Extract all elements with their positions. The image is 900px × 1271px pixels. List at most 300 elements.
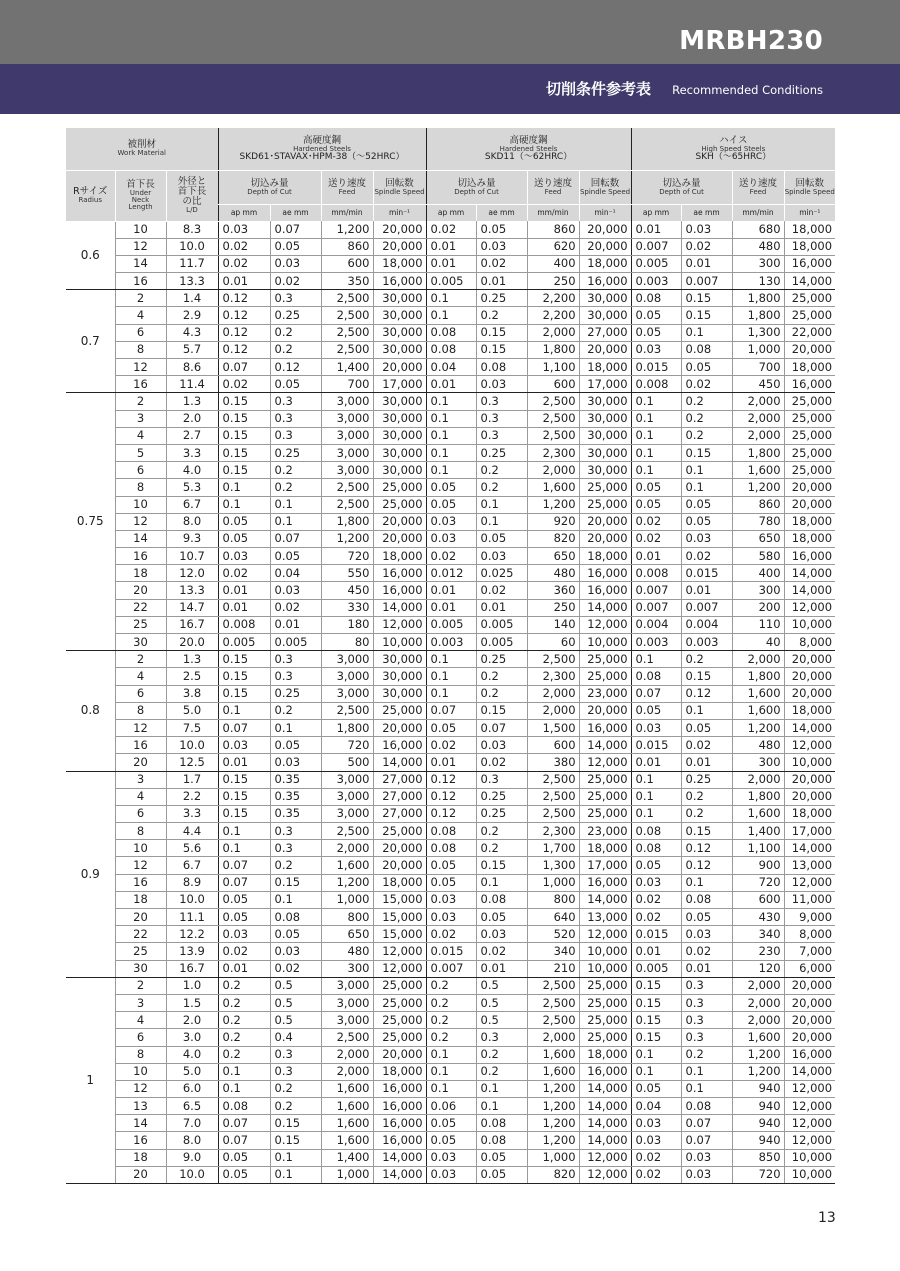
table-cell: 0.05 xyxy=(681,513,732,530)
table-cell: 30 xyxy=(115,960,166,977)
table-cell: 16,000 xyxy=(579,874,631,891)
table-cell: 17,000 xyxy=(579,376,631,393)
table-cell: 1,800 xyxy=(732,668,784,685)
table-cell: 700 xyxy=(321,376,373,393)
table-cell: 3,000 xyxy=(321,805,373,822)
table-cell: 2,500 xyxy=(321,341,373,358)
table-cell: 350 xyxy=(321,273,373,290)
table-cell: 2,000 xyxy=(321,840,373,857)
table-cell: 1,200 xyxy=(527,1098,579,1115)
table-cell: 0.005 xyxy=(270,634,321,651)
table-cell: 14,000 xyxy=(579,1115,631,1132)
table-cell: 480 xyxy=(321,943,373,960)
table-cell: 0.1 xyxy=(426,410,476,427)
table-cell: 0.1 xyxy=(270,513,321,530)
table-cell: 860 xyxy=(321,238,373,255)
table-cell: 16 xyxy=(115,1132,166,1149)
table-cell: 0.005 xyxy=(426,273,476,290)
table-cell: 22 xyxy=(115,926,166,943)
table-row xyxy=(66,359,835,376)
table-cell: 8 xyxy=(115,702,166,719)
table-cell: 0.01 xyxy=(218,754,270,771)
table-cell: 14,000 xyxy=(784,273,835,290)
table-cell: 800 xyxy=(321,909,373,926)
table-cell: 1,600 xyxy=(527,479,579,496)
table-cell: 0.25 xyxy=(476,805,527,822)
section-title-en: Recommended Conditions xyxy=(672,83,823,97)
table-cell: 2,500 xyxy=(527,994,579,1011)
table-cell: 1,200 xyxy=(321,221,373,238)
table-row xyxy=(66,805,835,822)
table-cell: 12 xyxy=(115,513,166,530)
table-cell: 12,000 xyxy=(373,960,426,977)
table-cell: 3.8 xyxy=(166,685,218,702)
table-cell: 0.1 xyxy=(476,1080,527,1097)
table-row xyxy=(66,1149,835,1166)
table-cell: 180 xyxy=(321,616,373,633)
table-row xyxy=(66,702,835,719)
table-cell: 400 xyxy=(732,565,784,582)
table-cell: 210 xyxy=(527,960,579,977)
table-cell: 30,000 xyxy=(579,427,631,444)
table-cell: 20,000 xyxy=(579,221,631,238)
table-cell: 0.005 xyxy=(631,255,681,272)
table-cell: 0.15 xyxy=(270,1115,321,1132)
table-cell: 0.03 xyxy=(426,530,476,547)
table-cell: 6 xyxy=(115,1029,166,1046)
radius-cell: 0.8 xyxy=(66,651,115,771)
table-cell: 0.08 xyxy=(476,1115,527,1132)
table-cell: 16,000 xyxy=(373,1098,426,1115)
table-cell: 0.015 xyxy=(681,565,732,582)
table-cell: 3,000 xyxy=(321,771,373,788)
table-cell: 0.05 xyxy=(426,719,476,736)
table-cell: 16,000 xyxy=(373,1132,426,1149)
table-row xyxy=(66,548,835,565)
table-cell: 30,000 xyxy=(373,651,426,668)
table-cell: 0.3 xyxy=(681,1029,732,1046)
table-cell: 300 xyxy=(732,754,784,771)
table-cell: 400 xyxy=(527,255,579,272)
table-cell: 30,000 xyxy=(579,290,631,307)
table-cell: 1,200 xyxy=(321,530,373,547)
table-cell: 130 xyxy=(732,273,784,290)
table-cell: 0.15 xyxy=(218,685,270,702)
table-cell: 600 xyxy=(732,891,784,908)
table-cell: 2 xyxy=(115,290,166,307)
table-cell: 4 xyxy=(115,427,166,444)
table-cell: 2.5 xyxy=(166,668,218,685)
table-cell: 2,000 xyxy=(527,462,579,479)
table-cell: 0.2 xyxy=(681,427,732,444)
table-cell: 25,000 xyxy=(579,651,631,668)
table-cell: 0.003 xyxy=(681,634,732,651)
table-cell: 0.1 xyxy=(426,651,476,668)
table-row xyxy=(66,307,835,324)
table-cell: 360 xyxy=(527,582,579,599)
unit-speed-2: min⁻¹ xyxy=(579,205,631,222)
table-cell: 0.05 xyxy=(218,1166,270,1183)
table-cell: 2,500 xyxy=(527,651,579,668)
table-cell: 13,000 xyxy=(579,909,631,926)
table-cell: 14,000 xyxy=(579,1132,631,1149)
table-cell: 620 xyxy=(527,238,579,255)
table-cell: 0.2 xyxy=(218,1012,270,1029)
table-cell: 0.03 xyxy=(426,1166,476,1183)
table-cell: 14,000 xyxy=(579,891,631,908)
table-cell: 2,000 xyxy=(527,685,579,702)
table-cell: 6 xyxy=(115,462,166,479)
table-cell: 12,000 xyxy=(373,943,426,960)
table-cell: 520 xyxy=(527,926,579,943)
table-cell: 140 xyxy=(527,616,579,633)
table-cell: 0.2 xyxy=(426,1029,476,1046)
table-cell: 18 xyxy=(115,1149,166,1166)
table-cell: 8 xyxy=(115,341,166,358)
table-cell: 0.05 xyxy=(426,1132,476,1149)
table-cell: 0.1 xyxy=(426,668,476,685)
table-cell: 0.3 xyxy=(270,290,321,307)
table-cell: 15,000 xyxy=(373,891,426,908)
table-cell: 0.02 xyxy=(631,1166,681,1183)
table-cell: 0.1 xyxy=(476,496,527,513)
table-cell: 0.05 xyxy=(631,496,681,513)
table-cell: 0.05 xyxy=(426,857,476,874)
radius-cell: 1 xyxy=(66,977,115,1183)
table-cell: 2 xyxy=(115,651,166,668)
table-cell: 0.015 xyxy=(631,359,681,376)
table-cell: 0.02 xyxy=(631,513,681,530)
table-cell: 16,000 xyxy=(579,582,631,599)
table-cell: 0.05 xyxy=(426,479,476,496)
table-cell: 14,000 xyxy=(784,1063,835,1080)
table-cell: 0.25 xyxy=(476,788,527,805)
table-row xyxy=(66,840,835,857)
table-cell: 0.02 xyxy=(426,221,476,238)
table-cell: 10.7 xyxy=(166,548,218,565)
radius-cell: 0.6 xyxy=(66,221,115,290)
table-cell: 720 xyxy=(321,548,373,565)
table-cell: 0.01 xyxy=(426,754,476,771)
table-cell: 0.1 xyxy=(681,702,732,719)
table-cell: 2.0 xyxy=(166,410,218,427)
table-cell: 2,000 xyxy=(732,393,784,410)
table-cell: 0.1 xyxy=(476,874,527,891)
table-cell: 0.1 xyxy=(631,805,681,822)
table-cell: 20,000 xyxy=(784,1029,835,1046)
table-cell: 1.3 xyxy=(166,393,218,410)
table-cell: 0.2 xyxy=(426,994,476,1011)
table-cell: 0.02 xyxy=(681,943,732,960)
table-cell: 0.15 xyxy=(218,393,270,410)
table-cell: 6.7 xyxy=(166,496,218,513)
table-cell: 2,300 xyxy=(527,668,579,685)
table-cell: 0.07 xyxy=(270,221,321,238)
table-cell: 0.3 xyxy=(270,410,321,427)
table-cell: 0.3 xyxy=(270,427,321,444)
table-cell: 0.05 xyxy=(631,702,681,719)
table-cell: 25 xyxy=(115,943,166,960)
table-cell: 1,600 xyxy=(527,1063,579,1080)
table-cell: 12,000 xyxy=(373,616,426,633)
table-cell: 0.02 xyxy=(631,909,681,926)
table-cell: 30,000 xyxy=(579,393,631,410)
table-row xyxy=(66,238,835,255)
table-cell: 0.1 xyxy=(681,462,732,479)
table-cell: 0.15 xyxy=(476,857,527,874)
work-material-header: 被削材 Work Material xyxy=(66,128,218,171)
table-cell: 2,000 xyxy=(732,771,784,788)
table-cell: 18,000 xyxy=(784,805,835,822)
table-cell: 13 xyxy=(115,1098,166,1115)
table-cell: 0.12 xyxy=(681,840,732,857)
table-cell: 30,000 xyxy=(579,410,631,427)
table-cell: 0.3 xyxy=(270,668,321,685)
unit-ae-1: ae mm xyxy=(270,205,321,222)
table-cell: 0.02 xyxy=(681,548,732,565)
table-cell: 0.08 xyxy=(631,668,681,685)
table-cell: 0.004 xyxy=(681,616,732,633)
table-cell: 1.3 xyxy=(166,651,218,668)
table-row xyxy=(66,290,835,307)
table-cell: 18,000 xyxy=(373,255,426,272)
table-cell: 10 xyxy=(115,1063,166,1080)
table-cell: 25,000 xyxy=(373,977,426,994)
table-cell: 0.15 xyxy=(218,788,270,805)
table-cell: 1,600 xyxy=(527,1046,579,1063)
table-cell: 2.9 xyxy=(166,307,218,324)
table-cell: 2,000 xyxy=(527,702,579,719)
table-cell: 3 xyxy=(115,771,166,788)
table-cell: 3,000 xyxy=(321,685,373,702)
table-cell: 25,000 xyxy=(373,823,426,840)
feed-header-2: 送り速度 Feed xyxy=(527,171,579,205)
table-cell: 0.03 xyxy=(476,926,527,943)
table-cell: 0.2 xyxy=(681,651,732,668)
table-cell: 18,000 xyxy=(784,359,835,376)
table-cell: 27,000 xyxy=(373,805,426,822)
table-cell: 820 xyxy=(527,1166,579,1183)
table-cell: 9.0 xyxy=(166,1149,218,1166)
table-cell: 0.12 xyxy=(218,307,270,324)
table-row xyxy=(66,719,835,736)
table-cell: 0.1 xyxy=(631,410,681,427)
table-cell: 17,000 xyxy=(373,376,426,393)
table-row xyxy=(66,685,835,702)
table-cell: 25,000 xyxy=(579,994,631,1011)
table-cell: 6.0 xyxy=(166,1080,218,1097)
table-cell: 0.1 xyxy=(631,427,681,444)
table-cell: 0.12 xyxy=(426,771,476,788)
table-cell: 3,000 xyxy=(321,410,373,427)
table-cell: 0.03 xyxy=(426,891,476,908)
table-cell: 20,000 xyxy=(784,685,835,702)
page-number: 13 xyxy=(818,1210,836,1226)
table-cell: 20,000 xyxy=(373,719,426,736)
table-cell: 650 xyxy=(527,548,579,565)
conditions-body xyxy=(66,221,835,1184)
table-cell: 1,400 xyxy=(732,823,784,840)
table-cell: 3,000 xyxy=(321,393,373,410)
table-cell: 0.02 xyxy=(476,943,527,960)
table-cell: 3,000 xyxy=(321,1012,373,1029)
table-cell: 12,000 xyxy=(784,737,835,754)
table-cell: 380 xyxy=(527,754,579,771)
table-cell: 8,000 xyxy=(784,634,835,651)
table-cell: 0.3 xyxy=(270,1046,321,1063)
table-cell: 18,000 xyxy=(373,1063,426,1080)
table-cell: 0.05 xyxy=(426,1115,476,1132)
table-row xyxy=(66,977,835,994)
table-cell: 0.02 xyxy=(218,943,270,960)
table-cell: 0.35 xyxy=(270,771,321,788)
table-cell: 0.003 xyxy=(631,273,681,290)
table-cell: 480 xyxy=(732,238,784,255)
table-cell: 0.02 xyxy=(681,238,732,255)
table-cell: 20,000 xyxy=(784,668,835,685)
table-cell: 1,200 xyxy=(732,1063,784,1080)
table-cell: 16,000 xyxy=(784,548,835,565)
table-cell: 10.0 xyxy=(166,737,218,754)
table-cell: 0.07 xyxy=(218,1132,270,1149)
table-row xyxy=(66,530,835,547)
table-cell: 18,000 xyxy=(784,513,835,530)
table-row xyxy=(66,874,835,891)
table-cell: 3,000 xyxy=(321,651,373,668)
table-row xyxy=(66,1166,835,1183)
table-row xyxy=(66,599,835,616)
table-cell: 2,500 xyxy=(321,1029,373,1046)
table-cell: 20,000 xyxy=(784,771,835,788)
table-cell: 3.0 xyxy=(166,1029,218,1046)
table-cell: 0.1 xyxy=(426,393,476,410)
table-cell: 0.1 xyxy=(218,823,270,840)
table-cell: 25,000 xyxy=(579,668,631,685)
table-cell: 1,500 xyxy=(527,719,579,736)
table-cell: 7.0 xyxy=(166,1115,218,1132)
table-cell: 14,000 xyxy=(784,565,835,582)
table-cell: 18 xyxy=(115,891,166,908)
table-cell: 18,000 xyxy=(579,255,631,272)
table-cell: 0.08 xyxy=(631,290,681,307)
table-cell: 0.03 xyxy=(270,582,321,599)
table-cell: 1,600 xyxy=(321,857,373,874)
table-cell: 0.12 xyxy=(218,324,270,341)
table-cell: 1.5 xyxy=(166,994,218,1011)
table-cell: 0.1 xyxy=(681,874,732,891)
table-cell: 25,000 xyxy=(373,702,426,719)
section-title-jp: 切削条件参考表 xyxy=(546,80,652,98)
table-cell: 0.02 xyxy=(476,255,527,272)
table-cell: 14,000 xyxy=(579,1080,631,1097)
table-row xyxy=(66,891,835,908)
table-cell: 14,000 xyxy=(784,719,835,736)
table-cell: 0.2 xyxy=(270,1080,321,1097)
table-cell: 10,000 xyxy=(579,943,631,960)
table-cell: 0.25 xyxy=(476,651,527,668)
table-cell: 0.08 xyxy=(426,324,476,341)
table-cell: 0.1 xyxy=(476,1098,527,1115)
table-cell: 16,000 xyxy=(579,1063,631,1080)
table-cell: 0.05 xyxy=(270,376,321,393)
table-cell: 0.03 xyxy=(476,737,527,754)
table-cell: 20,000 xyxy=(579,530,631,547)
table-cell: 0.01 xyxy=(681,582,732,599)
table-cell: 20 xyxy=(115,1166,166,1183)
table-cell: 16,000 xyxy=(784,1046,835,1063)
table-cell: 12,000 xyxy=(784,1080,835,1097)
table-cell: 0.007 xyxy=(426,960,476,977)
table-cell: 0.2 xyxy=(476,823,527,840)
table-cell: 25,000 xyxy=(373,994,426,1011)
table-cell: 940 xyxy=(732,1132,784,1149)
table-cell: 0.2 xyxy=(270,857,321,874)
table-cell: 0.01 xyxy=(631,221,681,238)
table-cell: 0.01 xyxy=(426,238,476,255)
table-cell: 0.05 xyxy=(426,496,476,513)
table-cell: 2,500 xyxy=(321,290,373,307)
table-cell: 0.08 xyxy=(270,909,321,926)
table-cell: 0.1 xyxy=(218,1063,270,1080)
table-cell: 0.03 xyxy=(631,1115,681,1132)
table-cell: 2 xyxy=(115,977,166,994)
table-cell: 5.3 xyxy=(166,479,218,496)
table-cell: 3,000 xyxy=(321,668,373,685)
table-cell: 4 xyxy=(115,307,166,324)
table-cell: 2,500 xyxy=(527,427,579,444)
table-cell: 10 xyxy=(115,840,166,857)
table-cell: 0.02 xyxy=(270,960,321,977)
table-cell: 1,600 xyxy=(321,1115,373,1132)
table-cell: 30,000 xyxy=(373,685,426,702)
table-cell: 0.05 xyxy=(631,857,681,874)
table-cell: 25,000 xyxy=(579,1029,631,1046)
table-cell: 2,500 xyxy=(527,410,579,427)
table-cell: 0.15 xyxy=(218,771,270,788)
table-cell: 14 xyxy=(115,255,166,272)
table-cell: 0.2 xyxy=(476,668,527,685)
table-cell: 0.3 xyxy=(476,410,527,427)
table-cell: 2,500 xyxy=(527,977,579,994)
table-cell: 20 xyxy=(115,754,166,771)
table-cell: 0.3 xyxy=(476,393,527,410)
table-cell: 20,000 xyxy=(373,238,426,255)
table-cell: 0.15 xyxy=(218,427,270,444)
table-cell: 0.02 xyxy=(270,599,321,616)
table-cell: 0.02 xyxy=(631,1149,681,1166)
table-row xyxy=(66,462,835,479)
table-cell: 1,600 xyxy=(321,1132,373,1149)
table-cell: 0.03 xyxy=(681,1166,732,1183)
table-cell: 1,600 xyxy=(732,1029,784,1046)
table-cell: 0.05 xyxy=(218,1149,270,1166)
table-row xyxy=(66,994,835,1011)
table-cell: 20,000 xyxy=(784,788,835,805)
table-cell: 0.03 xyxy=(476,376,527,393)
table-row xyxy=(66,1098,835,1115)
table-cell: 0.1 xyxy=(631,444,681,461)
speed-header-1: 回転数 Spindle Speed xyxy=(373,171,426,205)
table-cell: 14,000 xyxy=(579,1098,631,1115)
table-cell: 2,500 xyxy=(321,307,373,324)
table-cell: 0.12 xyxy=(426,805,476,822)
table-cell: 16,000 xyxy=(373,1115,426,1132)
table-cell: 18 xyxy=(115,565,166,582)
table-cell: 10,000 xyxy=(784,1166,835,1183)
table-cell: 14,000 xyxy=(373,1166,426,1183)
unit-feed-1: mm/min xyxy=(321,205,373,222)
table-cell: 0.1 xyxy=(426,307,476,324)
